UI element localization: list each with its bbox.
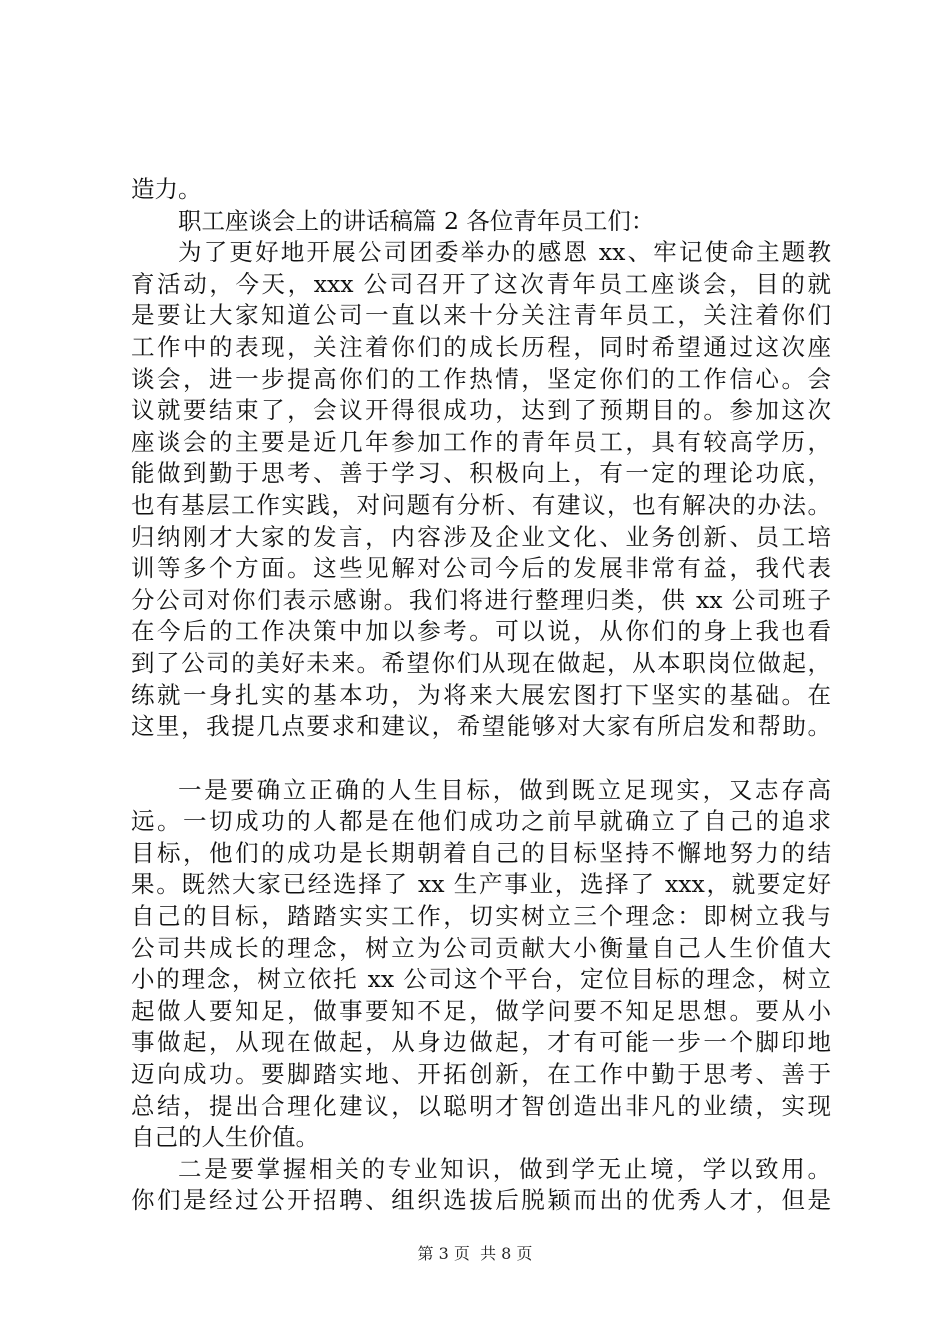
text-line: 总结，提出合理化建议，以聪明才智创造出非凡的业绩，实现 [131,1091,831,1120]
paragraph-gap [131,743,831,775]
text-line: 谈会，进一步提高你们的工作热情，坚定你们的工作信心。会 [131,364,831,393]
text-line: 议就要结束了，会议开得很成功，达到了预期目的。参加这次 [131,396,831,425]
text-line: 迈向成功。要脚踏实地、开拓创新，在工作中勤于思考、善于 [131,1060,831,1089]
text-line: 事做起，从现在做起，从身边做起，才有可能一步一个脚印地 [131,1028,831,1057]
text-line: 训等多个方面。这些见解对公司今后的发展非常有益，我代表 [131,554,831,583]
text-line: 在今后的工作决策中加以参考。可以说，从你们的身上我也看 [131,617,831,646]
text-line: 是要让大家知道公司一直以来十分关注青年员工，关注着你们 [131,301,831,330]
text-line: 造力。 [131,175,202,203]
paragraph-block-2 [131,775,831,1217]
text-line: 公司共成长的理念，树立为公司贡献大小衡量自己人生价值大 [131,933,831,962]
text-line: 职工座谈会上的讲话稿篇 2 各位青年员工们： [178,206,655,235]
text-line: 一是要确立正确的人生目标，做到既立足现实，又志存高 [178,775,831,804]
text-line: 自己的目标，踏踏实实工作，切实树立三个理念：即树立我与 [131,902,831,931]
paragraph-block-1 [131,174,831,743]
text-line: 这里，我提几点要求和建议，希望能够对大家有所启发和帮助。 [131,712,831,741]
text-line: 也有基层工作实践，对问题有分析、有建议，也有解决的办法。 [131,490,831,519]
page-footer [0,1244,950,1264]
text-line: 远。一切成功的人都是在他们成功之前早就确立了自己的追求 [131,807,831,836]
text-line: 为了更好地开展公司团委举办的感恩 xx、牢记使命主题教 [178,238,831,267]
document-body [131,174,831,1217]
text-line: 果。既然大家已经选择了 xx 生产事业，选择了 xxx，就要定好 [131,870,831,899]
text-line: 目标，他们的成功是长期朝着自己的目标坚持不懈地努力的结 [131,838,831,867]
text-line: 练就一身扎实的基本功，为将来大展宏图打下坚实的基础。在 [131,680,831,709]
text-line: 你们是经过公开招聘、组织选拔后脱颖而出的优秀人才，但是 [131,1186,831,1215]
text-line: 育活动，今天，xxx 公司召开了这次青年员工座谈会，目的就 [131,269,831,298]
text-line: 分公司对你们表示感谢。我们将进行整理归类，供 xx 公司班子 [131,585,831,614]
text-line: 工作中的表现，关注着你们的成长历程，同时希望通过这次座 [131,332,831,361]
text-line: 起做人要知足，做事要知不足，做学问要不知足思想。要从小 [131,996,831,1025]
text-line: 座谈会的主要是近几年参加工作的青年员工，具有较高学历， [131,427,831,456]
text-line: 能做到勤于思考、善于学习、积极向上，有一定的理论功底， [131,459,831,488]
text-line: 归纳刚才大家的发言，内容涉及企业文化、业务创新、员工培 [131,522,831,551]
text-line: 小的理念，树立依托 xx 公司这个平台，定位目标的理念，树立 [131,965,831,994]
text-line: 到了公司的美好未来。希望你们从现在做起，从本职岗位做起， [131,648,831,677]
text-line: 二是要掌握相关的专业知识，做到学无止境，学以致用。 [178,1154,831,1183]
page-number-label: 第 3 页 共 8 页 [417,1244,533,1263]
text-line: 自己的人生价值。 [131,1123,319,1152]
